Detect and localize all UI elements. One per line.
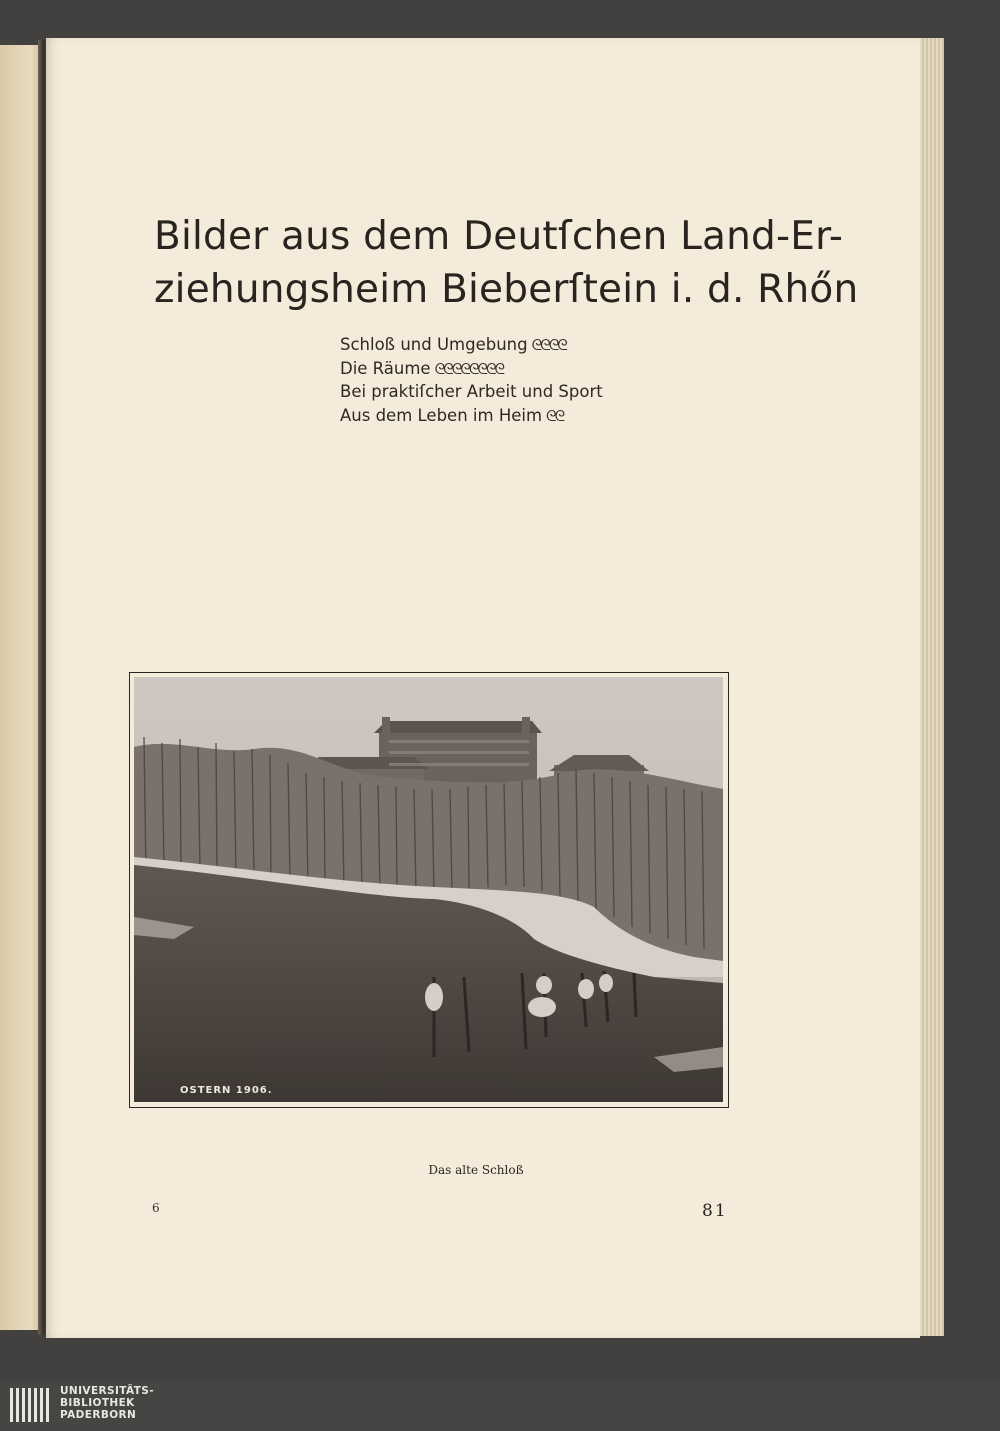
contents-item-label: Die Räume bbox=[340, 358, 431, 378]
library-name-line-1: UNIVERSITÄTS- bbox=[60, 1385, 155, 1397]
book-page bbox=[46, 38, 920, 1338]
contents-list bbox=[340, 335, 603, 429]
library-name-line-2: BIBLIOTHEK bbox=[60, 1397, 135, 1409]
library-logo-icon bbox=[10, 1386, 50, 1424]
title-line-2: ziehungsheim Bieberſtein i. d. Rhőn bbox=[154, 267, 859, 312]
signature-mark: 6 bbox=[152, 1201, 160, 1215]
title-line-1: Bilder aus dem Deutſchen Land-Er- bbox=[154, 214, 844, 259]
contents-item-label: Aus dem Leben im Heim bbox=[340, 405, 543, 425]
contents-item bbox=[340, 359, 603, 383]
photo-frame bbox=[129, 672, 729, 1108]
page-title bbox=[154, 210, 874, 316]
ornament-icon: ᘓᘓᘓᘓᘓᘓᘓᘓ bbox=[434, 359, 504, 378]
library-name bbox=[60, 1385, 154, 1421]
ornament-icon: ᘓᘓᘓᘓ bbox=[531, 336, 566, 354]
page-edges bbox=[916, 38, 944, 1336]
photo-castle-hillside-workers bbox=[134, 677, 723, 1102]
contents-item bbox=[340, 382, 603, 406]
ornament-icon: ᘓᘓ bbox=[546, 406, 564, 425]
contents-item-label: Bei praktiſcher Arbeit und Sport bbox=[340, 382, 603, 401]
contents-item bbox=[340, 406, 603, 430]
footer-bar bbox=[0, 1380, 1000, 1431]
page-number: 81 bbox=[702, 1201, 728, 1221]
contents-item-label: Schloß und Umgebung bbox=[340, 335, 528, 354]
library-name-line-3: PADERBORN bbox=[60, 1409, 137, 1421]
photo-image bbox=[134, 677, 723, 1102]
photo-caption: Das alte Schloß bbox=[428, 1163, 524, 1177]
photo-inscription: OSTERN 1906. bbox=[180, 1085, 273, 1096]
contents-item bbox=[340, 335, 603, 359]
